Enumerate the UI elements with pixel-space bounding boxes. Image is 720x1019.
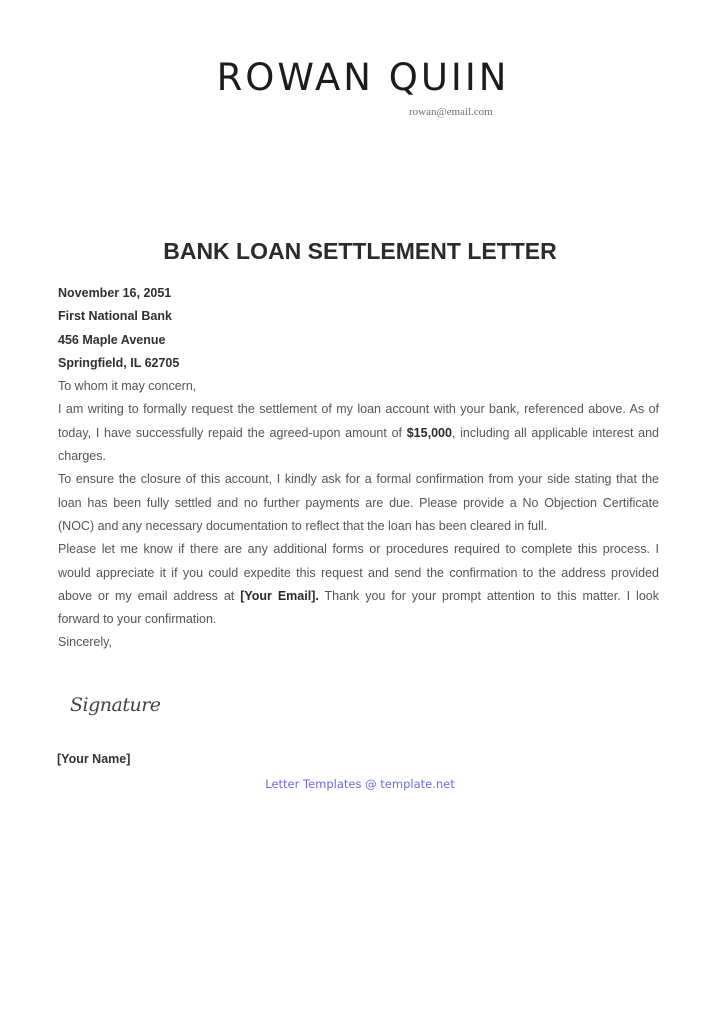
template-watermark: Letter Templates @ template.net xyxy=(265,777,455,791)
letter-body xyxy=(58,282,659,655)
email-placeholder: [Your Email]. xyxy=(240,588,319,603)
paragraph-request xyxy=(58,538,659,631)
paragraph-repayment-start: I am writing to formally request the settlement of my loan account with your bank, referenced above. As of today, I have successfully repaid the agreed-upon amount of xyxy=(58,402,659,440)
recipient-city: Springfield, IL 62705 xyxy=(58,355,180,370)
paragraph-confirmation: To ensure the closure of this account, I kindly ask for a formal confirmation from your side stating that the loan has been fully settled and no further payments are due. Please provide a No Objection Certificate (NOC) and any necessary documentation to reflect that the loan has been cleared in full. xyxy=(58,472,659,533)
letter-date: November 16, 2051 xyxy=(58,286,172,300)
salutation: To whom it may concern, xyxy=(58,379,197,394)
paragraph-request-start: Please let me know if there are any additional forms or procedures required to complete this process. I would appreciate it if you could expedite this request and send the confirmation to the address provided above or my email address at xyxy=(58,542,659,603)
letter-title: BANK LOAN SETTLEMENT LETTER xyxy=(163,238,557,264)
sender-name: ROWAN QUIIN xyxy=(216,56,510,99)
paragraph-repayment-end: , including all applicable interest and charges. xyxy=(58,425,659,464)
recipient-street: 456 Maple Avenue xyxy=(58,332,166,347)
signature: Signature xyxy=(70,694,161,716)
closing: Sincerely, xyxy=(58,635,112,650)
recipient-bank: First National Bank xyxy=(58,309,172,324)
sender-email: rowan@email.com xyxy=(409,106,493,118)
signer-name: [Your Name] xyxy=(57,752,131,766)
paragraph-request-end: Thank you for your prompt attention to this matter. I look forward to your confirmation. xyxy=(58,588,659,627)
paragraph-repayment xyxy=(58,398,659,468)
repaid-amount: $15,000 xyxy=(406,425,452,440)
